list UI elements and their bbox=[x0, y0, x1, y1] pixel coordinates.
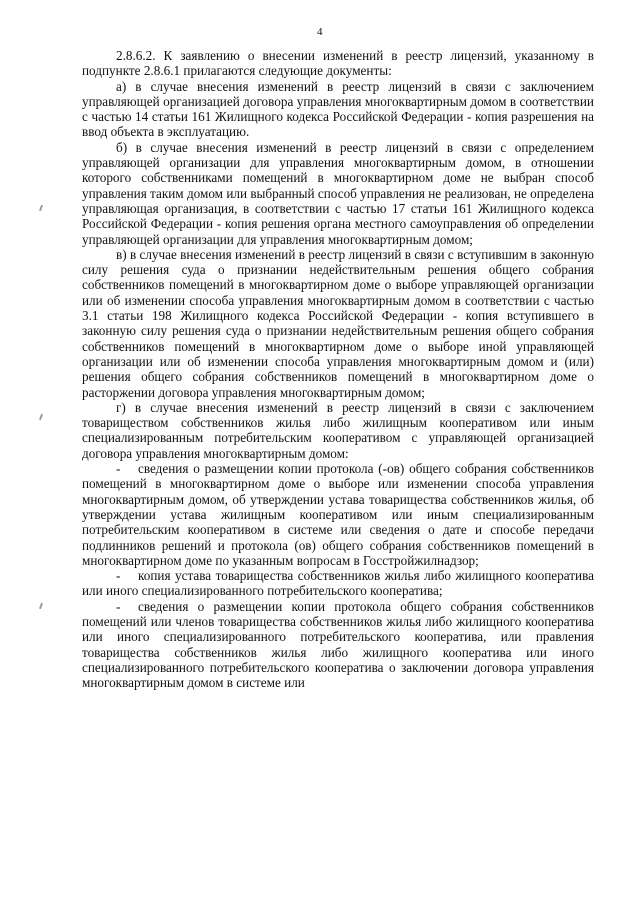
margin-mark bbox=[39, 603, 43, 609]
item-g-dash-2-text: копия устава товарищества собственников жилья либо жилищного кооператива или иного специализированного потребительского кооператива; bbox=[82, 568, 594, 599]
dash-bullet: - bbox=[116, 461, 121, 477]
item-g-dash-3 bbox=[82, 599, 594, 691]
item-v: в) в случае внесения изменений в реестр лицензий в связи с вступившим в законную силу решения суда о признании недействительным решения общего собрания собственников помещений в многоквартирном доме о выборе управляющей организации или об изменении способа управления многоквартирным домом в соответствии с частью 3.1 статьи 198 Жилищного кодекса Российской Федерации - копия вступившего в законную силу решения суда о признании недействительным решения общего собрания собственников помещений в многоквартирном доме о выборе иной управляющей организации или об изменении способа управления многоквартирным домом и (или) решения общего собрания собственников помещений в многоквартирном доме о расторжении договора управления многоквартирным домом; bbox=[82, 246, 594, 400]
dash-bullet: - bbox=[116, 598, 121, 614]
item-g: г) в случае внесения изменений в реестр лицензий в связи с заключением товариществом собственников жилья либо жилищным кооперативом или иным специализированным потребительским кооперативом с управляющей организацией договора управления многоквартирным домом: bbox=[82, 399, 594, 461]
item-g-dash-3-text: сведения о размещении копии протокола общего собрания собственников помещений или членов товарищества собственников жилья либо жилищного кооператива или иного специализированного потребительского кооператива, или правления товарищества собственников жилья либо жилищного кооператива или иного специализированного потребительского кооператива о заключении договора управления многоквартирным домом в системе или bbox=[82, 598, 594, 691]
dash-bullet: - bbox=[116, 568, 121, 584]
item-b: б) в случае внесения изменений в реестр лицензий в связи с определением управляющей организации для управления многоквартирным домом, в отношении которого собственниками помещений в многоквартирном доме не выбран способ управления таким домом или выбранный способ управления не реализован, не определена управляющая организация, в соответствии с частью 17 статьи 161 Жилищного кодекса Российской Федерации - копия решения органа местного самоуправления об определении управляющей организации для управления многоквартирным домом; bbox=[82, 139, 594, 247]
paragraph-2-8-6-2: 2.8.6.2. К заявлению о внесении изменений в реестр лицензий, указанному в подпункте 2.8.6.1 прилагаются следующие документы: bbox=[82, 48, 594, 79]
item-a: а) в случае внесения изменений в реестр лицензий в связи с заключением управляющей организацией договора управления многоквартирным домом в соответствии с частью 14 статьи 161 Жилищного кодекса Российской Федерации - копия разрешения на ввод объекта в эксплуатацию. bbox=[82, 78, 594, 140]
page-number: 4 bbox=[317, 26, 323, 38]
item-g-dash-1-text: сведения о размещении копии протокола (-ов) общего собрания собственников помещений в многоквартирном доме о выборе или изменении способа управления многоквартирным домом, об утверждении устава товарищества собственников жилья, об утверждении устава жилищным кооперативом или иным специализированным потребительским кооперативом в системе или сведения о дате и способе передачи подлинников решений и протокола (ов) общего собрания собственников помещений в многоквартирном доме по указанным вопросам в Госстройжилнадзор; bbox=[82, 461, 594, 568]
document-body bbox=[82, 48, 594, 690]
margin-mark bbox=[39, 205, 43, 211]
margin-mark bbox=[39, 414, 43, 420]
item-g-dash-2 bbox=[82, 568, 594, 599]
item-g-dash-1 bbox=[82, 461, 594, 568]
